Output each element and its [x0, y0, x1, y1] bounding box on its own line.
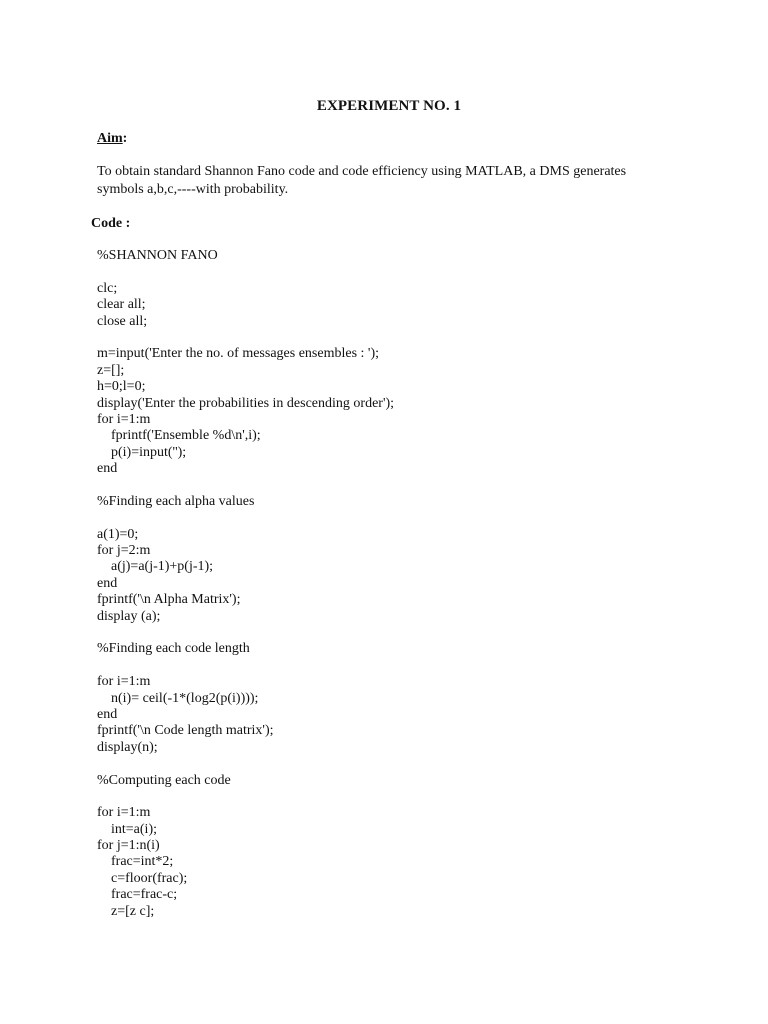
- code-line: m=input('Enter the no. of messages ensembles : ');: [97, 346, 379, 362]
- code-line: [97, 756, 394, 772]
- code-line: %Computing each code: [97, 772, 231, 788]
- code-line: clear all;: [97, 297, 146, 313]
- code-line: %SHANNON FANO: [97, 248, 218, 263]
- aim-heading: [97, 131, 127, 147]
- code-line: fprintf('\n Code length matrix');: [97, 723, 274, 739]
- code-block: [97, 248, 394, 920]
- code-line: %Finding each code length: [97, 641, 250, 657]
- code-line: [97, 264, 394, 280]
- code-line: close all;: [97, 313, 148, 329]
- code-heading: Code :: [91, 216, 131, 231]
- code-line: for j=2:m: [97, 543, 151, 559]
- code-line: p(i)=input('');: [97, 444, 187, 460]
- code-line: [97, 330, 394, 346]
- aim-label: Aim: [97, 131, 123, 146]
- code-line: h=0;l=0;: [97, 379, 146, 395]
- code-line: for i=1:m: [97, 411, 151, 427]
- code-line: display (a);: [97, 608, 161, 624]
- code-line: [97, 625, 394, 641]
- aim-line: To obtain standard Shannon Fano code and code efficiency using MATLAB, a DMS generates: [97, 164, 627, 179]
- code-line: end: [97, 706, 118, 722]
- aim-paragraph: [97, 163, 657, 199]
- code-line: end: [97, 575, 118, 591]
- code-line: z=[z c];: [97, 903, 155, 919]
- code-line: fprintf('Ensemble %d\n',i);: [97, 428, 261, 444]
- code-line: n(i)= ceil(-1*(log2(p(i))));: [97, 690, 259, 706]
- code-line: a(j)=a(j-1)+p(j-1);: [97, 559, 214, 575]
- code-line: %Finding each alpha values: [97, 493, 255, 509]
- code-line: z=[];: [97, 362, 125, 378]
- code-line: clc;: [97, 280, 118, 296]
- code-line: [97, 477, 394, 493]
- page-title: EXPERIMENT NO. 1: [316, 98, 462, 114]
- code-line: [97, 789, 394, 805]
- code-line: int=a(i);: [97, 821, 157, 837]
- code-line: c=floor(frac);: [97, 870, 188, 886]
- code-line: a(1)=0;: [97, 526, 139, 542]
- code-line: for i=1:m: [97, 805, 151, 821]
- code-line: display('Enter the probabilities in descending order');: [97, 395, 395, 411]
- code-line: end: [97, 461, 118, 477]
- code-line: [97, 658, 394, 674]
- aim-line: symbols a,b,c,----with probability.: [97, 182, 289, 197]
- code-line: fprintf('\n Alpha Matrix');: [97, 592, 241, 608]
- code-line: display(n);: [97, 739, 158, 755]
- code-line: [97, 510, 394, 526]
- code-line: for i=1:m: [97, 674, 151, 690]
- code-line: frac=int*2;: [97, 854, 174, 870]
- aim-colon: :: [122, 131, 128, 146]
- code-line: for j=1:n(i): [97, 838, 160, 854]
- code-line: frac=frac-c;: [97, 887, 178, 903]
